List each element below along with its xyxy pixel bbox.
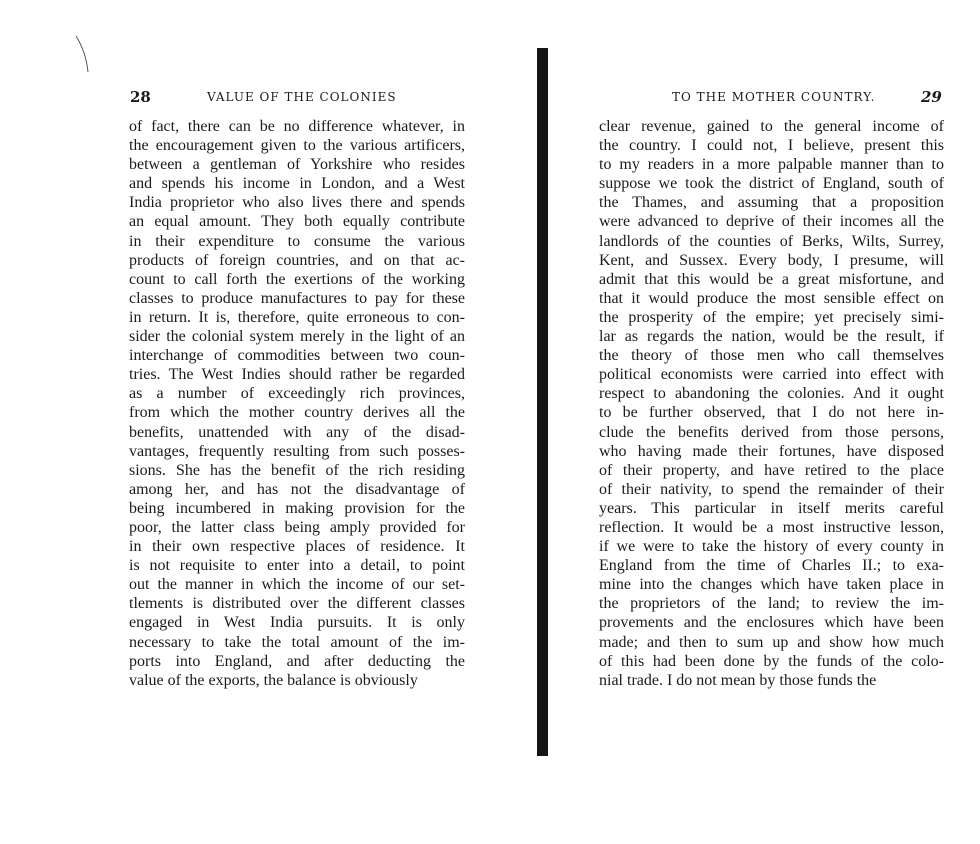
text-line: tries. The West Indies should rather be regarded (129, 366, 465, 384)
text-line: lar as regards the nation, would be the result, if (599, 328, 944, 346)
text-line: of this had been done by the funds of the colo- (599, 652, 944, 670)
text-line: poor, the latter class being amply provided for (129, 518, 465, 536)
text-line: vantages, frequently resulting from such posses- (129, 442, 465, 460)
text-line: mine into the changes which have taken place in (599, 576, 944, 594)
text-line: of fact, there can be no difference whatever, in (129, 118, 465, 135)
text-line: reflection. It would be a most instructive lesson, (599, 518, 944, 536)
text-line: in their own respective places of residence. It (129, 538, 465, 556)
text-line: in their expenditure to consume the various (129, 232, 465, 250)
text-line: years. This particular in itself merits careful (599, 499, 944, 517)
text-line: sions. She has the benefit of the rich residing (129, 461, 465, 479)
running-head: VALUE OF THE COLONIES (207, 90, 397, 104)
text-line: Kent, and Sussex. Every body, I presume, will (599, 251, 944, 269)
text-line: ports into England, and after deducting the (129, 652, 465, 670)
right-page (548, 0, 980, 844)
text-line: the encouragement given to the various artificers, (129, 137, 465, 155)
body-text (129, 117, 465, 690)
text-line: engaged in West India pursuits. It is only (129, 614, 465, 632)
text-line: respect to abandoning the colonies. And it ought (599, 385, 944, 403)
text-line: to be further observed, that I do not here in- (599, 404, 944, 422)
text-line: England from the time of Charles II.; to exa- (599, 557, 944, 575)
text-line: that it would produce the most sensible effect on (599, 289, 944, 307)
text-line: tlements is distributed over the different classes (129, 595, 465, 613)
text-line: products of foreign countries, and on that ac- (129, 251, 465, 269)
text-line: being incumbered in making provision for the (129, 499, 465, 517)
text-line: provements and the enclosures which have been (599, 614, 944, 632)
text-line: clear revenue, gained to the general income of (599, 118, 944, 135)
text-line: made; and then to sum up and show how much (599, 633, 944, 651)
text-line: the theory of those men who call themselves (599, 347, 944, 365)
text-line: from which the mother country derives all the (129, 404, 465, 422)
text-line: of their property, and have retired to the place (599, 461, 944, 479)
text-line: interchange of commodities between two coun- (129, 347, 465, 365)
text-line: who having made their fortunes, have disposed (599, 442, 944, 460)
page-gutter (537, 48, 548, 756)
text-line: nial trade. I do not mean by those funds the (599, 671, 877, 689)
body-text (599, 117, 944, 690)
text-line: necessary to take the total amount of the im- (129, 633, 465, 651)
text-line: suppose we took the district of England, south of (599, 175, 944, 193)
text-line: benefits, unattended with any of the disad- (129, 423, 465, 441)
text-line: value of the exports, the balance is obviously (129, 671, 418, 689)
text-line: out the manner in which the income of our set- (129, 576, 465, 594)
text-line: count to call forth the exertions of the working (129, 270, 465, 288)
text-line: among her, and has not the disadvantage of (129, 480, 465, 498)
text-line: is not requisite to enter into a detail, to point (129, 557, 465, 575)
running-head: TO THE MOTHER COUNTRY. (672, 90, 876, 104)
text-line: of their nativity, to spend the remainder of their (599, 480, 944, 498)
text-line: as a number of exceedingly rich provinces, (129, 385, 465, 403)
text-line: the country. I could not, I believe, present this (599, 137, 944, 155)
text-line: political economists were carried into effect with (599, 366, 944, 384)
text-line: in return. It is, therefore, quite erroneous to con- (129, 308, 465, 326)
text-line: clude the benefits derived from those persons, (599, 423, 944, 441)
text-line: to my readers in a more palpable manner than to (599, 156, 944, 174)
text-line: admit that this would be a great misfortune, and (599, 270, 944, 288)
text-line: the proprietors of the land; to review the im- (599, 595, 944, 613)
pen-stroke-mark (74, 34, 94, 74)
text-line: if we were to take the history of every county in (599, 538, 944, 556)
text-line: India proprietor who also lives there and spends (129, 194, 465, 212)
text-line: landlords of the counties of Berks, Wilts, Surrey, (599, 232, 944, 250)
text-line: the Thames, and assuming that a proposition (599, 194, 944, 212)
text-line: were advanced to deprive of their incomes all the (599, 213, 944, 231)
text-line: and spends his income in London, and a West (129, 175, 465, 193)
page-number: 28 (130, 88, 151, 106)
text-line: an equal amount. They both equally contribute (129, 213, 465, 231)
text-line: the prosperity of the empire; yet precisely simi- (599, 308, 944, 326)
page-number: 29 (921, 88, 942, 106)
text-line: classes to produce manufactures to pay for these (129, 289, 465, 307)
text-line: between a gentleman of Yorkshire who resides (129, 156, 465, 174)
text-line: sider the colonial system merely in the light of an (129, 328, 465, 346)
